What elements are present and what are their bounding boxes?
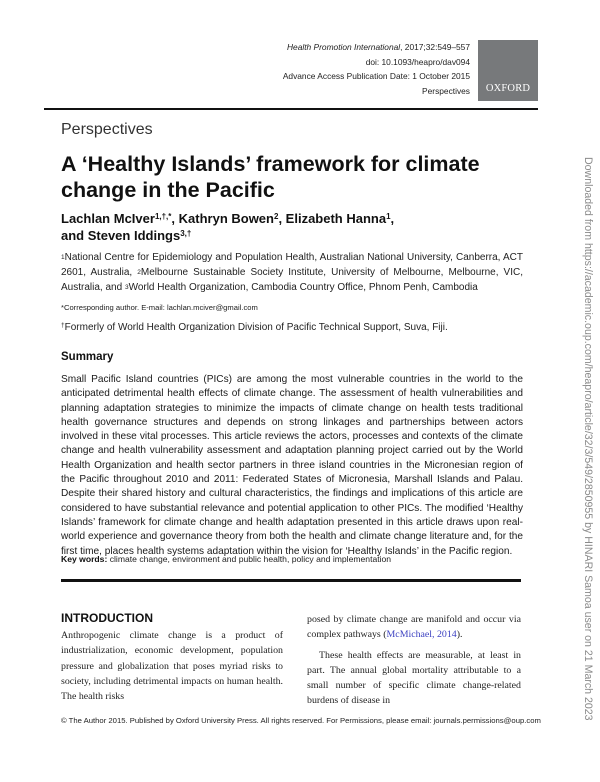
paragraph: These health effects are measurable, at least in part. The annual global mortality attributable to a small number of specific climate change-related burdens of disease in	[307, 649, 521, 707]
affiliation-mark: 2	[137, 269, 141, 276]
header-rule	[44, 108, 538, 110]
introduction-heading: INTRODUCTION	[61, 611, 153, 625]
author-separator: ,	[390, 211, 395, 226]
body-column-right	[307, 612, 521, 709]
author-separator: ,	[278, 211, 286, 226]
paragraph-text: ).	[456, 629, 463, 641]
author-marks: 3,†	[180, 229, 192, 238]
author-name: and Steven Iddings	[61, 228, 181, 243]
section-label: Perspectives	[61, 121, 153, 138]
author-marks: 1,†,*	[154, 212, 172, 221]
author[interactable]	[61, 211, 171, 226]
author-marks: 2	[273, 212, 279, 221]
paragraph	[307, 612, 521, 643]
author-separator: ,	[171, 211, 179, 226]
journal-name: Health Promotion International	[287, 42, 401, 52]
journal-citation	[283, 40, 470, 55]
citation-volume-pages: , 2017;32:549–557	[400, 42, 470, 52]
author-name: Kathryn Bowen	[178, 211, 274, 226]
advance-access-date: Advance Access Publication Date: 1 October 2015	[282, 71, 470, 81]
journal-header-meta	[283, 40, 470, 98]
author[interactable]	[286, 211, 391, 226]
affiliations	[61, 250, 523, 295]
paragraph-text: posed by climate change are manifold and occur via complex pathways (	[307, 614, 521, 641]
affiliation-mark: 1	[61, 254, 65, 261]
oxford-logo: OXFORD	[478, 40, 538, 101]
body-column-left: Anthropogenic climate change is a product of industrialization, economic development, population pressure and globalization that poses myriad risks to society, including detrimental impacts on human health. The health risks	[61, 630, 283, 703]
footnote-mark: †	[61, 322, 65, 329]
author-list	[61, 210, 541, 244]
summary-rule	[61, 579, 521, 582]
article-type: Perspectives	[422, 85, 470, 96]
affiliation-text: National Centre for Epidemiology and Population Health, Australian National University, Canberra, ACT 2601, Australia,	[61, 252, 523, 278]
keywords-label: Key words:	[61, 554, 108, 564]
keywords-list: climate change, environment and public health, policy and implementation	[107, 554, 392, 564]
author-footnote	[61, 322, 448, 333]
copyright-footer: © The Author 2015. Published by Oxford University Press. All rights reserved. For Permissions, please email: journals.permissions@oup.com	[61, 716, 541, 725]
author-marks: 1	[386, 212, 391, 221]
citation-link[interactable]: McMichael, 2014	[386, 629, 457, 641]
footnote-text: Formerly of World Health Organization Division of Pacific Technical Support, Suva, Fiji.	[64, 322, 448, 333]
author[interactable]	[179, 211, 279, 226]
download-watermark: Downloaded from https://academic.oup.com/heapro/article/32/3/549/2850955 by HINARI Samoa user on 21 March 2023	[582, 157, 594, 721]
affiliation-text: Melbourne Sustainable Society Institute, University of Melbourne, Melbourne, VIC, Australia, and	[61, 267, 523, 293]
summary-text: Small Pacific Island countries (PICs) are among the most vulnerable countries in the world to the anticipated detrimental health effects of climate change. The assessment of health vulnerabilities and planning adaptation strategies to minimize the impacts of climate change on health tests traditional health governance structures and depends on strong linkages and partnerships between actors involved in these vital processes. This article reviews the actors, processes and contexts of the climate change and health vulnerability assessment and adaptation planning project carried out by the World Health Organization and health sector partners in three island countries in the Micronesian region of the Pacific throughout 2010 and 2011: Federated States of Micronesia, Marshall Islands and Palau. Despite their shared history and cultural characteristics, the findings and implications of this article are considered to have substantial relevance and potential application to other PICs. The modified ‘Healthy Islands’ framework for climate change and health adaptation presented in this article draws upon real-world experience and governance theory from both the health and climate change literature and, for the first time, places health systems adaptation within the vision for ‘Healthy Islands’ in the Pacific region.	[61, 374, 523, 557]
doi[interactable]: doi: 10.1093/heapro/dav094	[365, 56, 470, 67]
corresponding-author: *Corresponding author. E-mail: lachlan.mciver@gmail.com	[61, 303, 258, 312]
author-name: Elizabeth Hanna	[285, 211, 387, 226]
keywords	[61, 554, 391, 564]
author-name: Lachlan McIver	[61, 211, 155, 226]
affiliation-text: World Health Organization, Cambodia Country Office, Phnom Penh, Cambodia	[128, 282, 478, 293]
article-title: A ‘Healthy Islands’ framework for climate change in the Pacific	[61, 152, 480, 202]
summary-heading: Summary	[61, 351, 114, 363]
affiliation-mark: 3	[124, 284, 129, 291]
author[interactable]	[61, 228, 191, 243]
